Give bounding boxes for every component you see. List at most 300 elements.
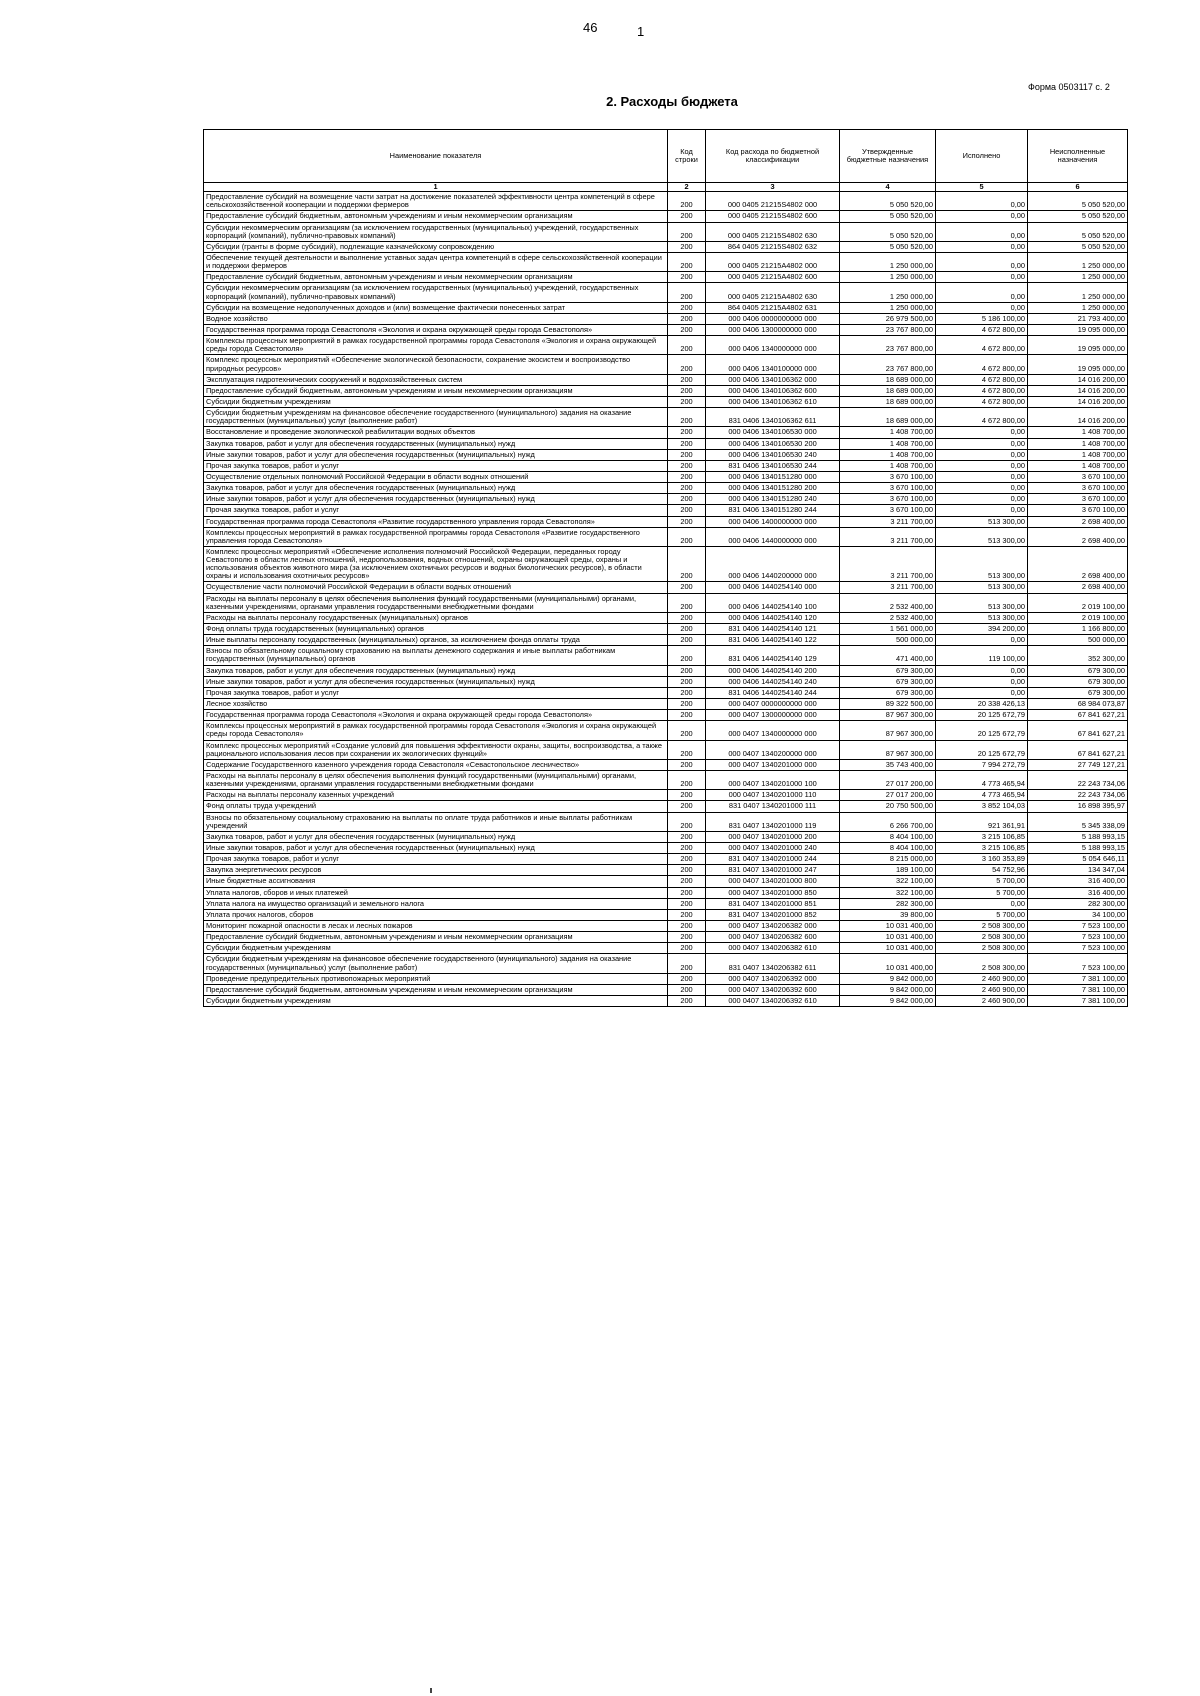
executed-amount-cell: 4 672 800,00 [936,324,1028,335]
remaining-amount-cell: 1 250 000,00 [1028,252,1128,271]
executed-amount-cell: 2 508 300,00 [936,954,1028,973]
approved-amount-cell: 18 689 000,00 [840,396,936,407]
indicator-name-cell: Субсидии некоммерческим организациям (за исключением государственных (муниципальных) учреждений, государственных корпораций (компаний), публично-правовых компаний) [204,222,668,241]
approved-amount-cell: 35 743 400,00 [840,759,936,770]
approved-amount-cell: 322 100,00 [840,887,936,898]
expense-code-cell: 831 0406 1340106362 611 [706,408,840,427]
expense-code-cell: 831 0406 1440254140 129 [706,646,840,665]
line-code-cell: 200 [668,593,706,612]
executed-amount-cell: 0,00 [936,665,1028,676]
indicator-name-cell: Восстановление и проведение экологической реабилитации водных объектов [204,427,668,438]
expense-code-cell: 000 0406 1340100000 000 [706,355,840,374]
remaining-amount-cell: 5 345 338,09 [1028,812,1128,831]
expense-code-cell: 831 0406 1440254140 121 [706,624,840,635]
expense-code-cell: 000 0406 1340106530 240 [706,449,840,460]
indicator-name-cell: Закупка товаров, работ и услуг для обеспечения государственных (муниципальных) нужд [204,831,668,842]
table-row [204,665,1128,676]
header-remaining: Неисполненные назначения [1028,130,1128,183]
indicator-name-cell: Осуществление отдельных полномочий Российской Федерации в области водных отношений [204,471,668,482]
remaining-amount-cell: 19 095 000,00 [1028,336,1128,355]
approved-amount-cell: 3 670 100,00 [840,471,936,482]
executed-amount-cell: 2 460 900,00 [936,995,1028,1006]
line-code-cell: 200 [668,211,706,222]
executed-amount-cell: 0,00 [936,494,1028,505]
remaining-amount-cell: 2 698 400,00 [1028,527,1128,546]
indicator-name-cell: Лесное хозяйство [204,699,668,710]
executed-amount-cell: 513 300,00 [936,612,1028,623]
table-row [204,427,1128,438]
remaining-amount-cell: 3 670 100,00 [1028,494,1128,505]
executed-amount-cell: 0,00 [936,449,1028,460]
table-row [204,943,1128,954]
table-row [204,612,1128,623]
indicator-name-cell: Комплекс процессных мероприятий «Создание условий для повышения эффективности охраны, защиты, воспроизводства, а также рационального использования лесов при сохранении их экологических функций» [204,740,668,759]
indicator-name-cell: Государственная программа города Севастополя «Развитие государственного управления города Севастополя» [204,516,668,527]
approved-amount-cell: 1 250 000,00 [840,283,936,302]
expense-code-cell: 831 0407 1340201000 111 [706,801,840,812]
remaining-amount-cell: 7 381 100,00 [1028,984,1128,995]
line-code-cell: 200 [668,241,706,252]
expense-code-cell: 000 0407 1340206382 600 [706,932,840,943]
remaining-amount-cell: 3 670 100,00 [1028,471,1128,482]
indicator-name-cell: Закупка товаров, работ и услуг для обеспечения государственных (муниципальных) нужд [204,665,668,676]
approved-amount-cell: 18 689 000,00 [840,385,936,396]
remaining-amount-cell: 14 016 200,00 [1028,408,1128,427]
line-code-cell: 200 [668,396,706,407]
table-row [204,865,1128,876]
column-number: 3 [706,183,840,192]
line-code-cell: 200 [668,252,706,271]
approved-amount-cell: 189 100,00 [840,865,936,876]
expense-code-cell: 864 0405 21215A4802 631 [706,302,840,313]
executed-amount-cell: 0,00 [936,427,1028,438]
indicator-name-cell: Фонд оплаты труда учреждений [204,801,668,812]
expenses-table-container [203,129,1127,1007]
indicator-name-cell: Субсидии на возмещение недополученных доходов и (или) возмещение фактически понесенных затрат [204,302,668,313]
page-number: 46 [583,20,598,35]
approved-amount-cell: 10 031 400,00 [840,954,936,973]
expense-code-cell: 000 0407 1340201000 200 [706,831,840,842]
remaining-amount-cell: 5 054 646,11 [1028,854,1128,865]
table-row [204,687,1128,698]
approved-amount-cell: 87 967 300,00 [840,710,936,721]
executed-amount-cell: 20 125 672,79 [936,740,1028,759]
line-code-cell: 200 [668,973,706,984]
approved-amount-cell: 282 300,00 [840,898,936,909]
approved-amount-cell: 1 408 700,00 [840,449,936,460]
approved-amount-cell: 3 211 700,00 [840,516,936,527]
approved-amount-cell: 39 800,00 [840,909,936,920]
executed-amount-cell: 0,00 [936,898,1028,909]
expense-code-cell: 000 0405 21215A4802 600 [706,272,840,283]
remaining-amount-cell: 19 095 000,00 [1028,355,1128,374]
expense-code-cell: 000 0406 1340106362 000 [706,374,840,385]
line-code-cell: 200 [668,635,706,646]
indicator-name-cell: Иные закупки товаров, работ и услуг для обеспечения государственных (муниципальных) нужд [204,494,668,505]
approved-amount-cell: 500 000,00 [840,635,936,646]
indicator-name-cell: Иные закупки товаров, работ и услуг для обеспечения государственных (муниципальных) нужд [204,449,668,460]
column-number: 6 [1028,183,1128,192]
approved-amount-cell: 8 404 100,00 [840,843,936,854]
remaining-amount-cell: 19 095 000,00 [1028,324,1128,335]
remaining-amount-cell: 1 408 700,00 [1028,438,1128,449]
table-row [204,582,1128,593]
indicator-name-cell: Субсидии бюджетным учреждениям [204,943,668,954]
approved-amount-cell: 5 050 520,00 [840,241,936,252]
indicator-name-cell: Комплексы процессных мероприятий в рамках государственной программы города Севастополя «Экология и охрана окружающей среды города Севастополя» [204,336,668,355]
executed-amount-cell: 0,00 [936,283,1028,302]
indicator-name-cell: Субсидии (гранты в форме субсидий), подлежащие казначейскому сопровождению [204,241,668,252]
expense-code-cell: 000 0407 0000000000 000 [706,699,840,710]
indicator-name-cell: Комплексы процессных мероприятий в рамках государственной программы города Севастополя «Развитие государственного управления города Севастополя» [204,527,668,546]
remaining-amount-cell: 1 166 800,00 [1028,624,1128,635]
approved-amount-cell: 679 300,00 [840,687,936,698]
remaining-amount-cell: 34 100,00 [1028,909,1128,920]
approved-amount-cell: 2 532 400,00 [840,612,936,623]
column-number: 1 [204,183,668,192]
line-code-cell: 200 [668,427,706,438]
line-code-cell: 200 [668,582,706,593]
executed-amount-cell: 0,00 [936,192,1028,211]
line-code-cell: 200 [668,740,706,759]
remaining-amount-cell: 2 698 400,00 [1028,516,1128,527]
table-row [204,973,1128,984]
table-row [204,408,1128,427]
approved-amount-cell: 2 532 400,00 [840,593,936,612]
expense-code-cell: 000 0406 1340151280 200 [706,483,840,494]
remaining-amount-cell: 679 300,00 [1028,665,1128,676]
approved-amount-cell: 1 408 700,00 [840,460,936,471]
executed-amount-cell: 119 100,00 [936,646,1028,665]
executed-amount-cell: 3 215 106,85 [936,843,1028,854]
remaining-amount-cell: 7 381 100,00 [1028,973,1128,984]
table-row [204,909,1128,920]
table-row [204,740,1128,759]
expense-code-cell: 000 0407 1340201000 850 [706,887,840,898]
indicator-name-cell: Расходы на выплаты персоналу в целях обеспечения выполнения функций государственными (муниципальными) органами, казенными учреждениями, органами управления государственными внебюджетными фондами [204,771,668,790]
remaining-amount-cell: 7 523 100,00 [1028,954,1128,973]
line-code-cell: 200 [668,302,706,313]
scan-mark [430,1688,432,1693]
table-row [204,984,1128,995]
expense-code-cell: 000 0406 1400000000 000 [706,516,840,527]
remaining-amount-cell: 22 243 734,06 [1028,790,1128,801]
expense-code-cell: 831 0406 1440254140 122 [706,635,840,646]
expense-code-cell: 000 0407 1340201000 800 [706,876,840,887]
indicator-name-cell: Государственная программа города Севастополя «Экология и охрана окружающей среды города Севастополя» [204,324,668,335]
table-row [204,438,1128,449]
expense-code-cell: 000 0406 1340151280 240 [706,494,840,505]
expense-code-cell: 831 0407 1340201000 119 [706,812,840,831]
table-row [204,374,1128,385]
table-row [204,471,1128,482]
approved-amount-cell: 3 211 700,00 [840,546,936,582]
indicator-name-cell: Субсидии бюджетным учреждениям на финансовое обеспечение государственного (муниципального) задания на оказание государственных (муниципальных) услуг (выполнение работ) [204,954,668,973]
remaining-amount-cell: 1 408 700,00 [1028,460,1128,471]
approved-amount-cell: 27 017 200,00 [840,790,936,801]
table-row [204,995,1128,1006]
expense-code-cell: 000 0407 1340000000 000 [706,721,840,740]
table-row [204,699,1128,710]
remaining-amount-cell: 316 400,00 [1028,887,1128,898]
line-code-cell: 200 [668,676,706,687]
expense-code-cell: 000 0406 1440000000 000 [706,527,840,546]
column-number: 5 [936,183,1028,192]
table-row [204,812,1128,831]
approved-amount-cell: 1 250 000,00 [840,252,936,271]
line-code-cell: 200 [668,699,706,710]
line-code-cell: 200 [668,646,706,665]
approved-amount-cell: 5 050 520,00 [840,211,936,222]
remaining-amount-cell: 2 698 400,00 [1028,582,1128,593]
indicator-name-cell: Взносы по обязательному социальному страхованию на выплаты денежного содержания и иные выплаты работникам государственных (муниципальных) органов [204,646,668,665]
executed-amount-cell: 5 186 100,00 [936,313,1028,324]
line-code-cell: 200 [668,854,706,865]
expense-code-cell: 831 0407 1340201000 247 [706,865,840,876]
expense-code-cell: 000 0406 1440254140 100 [706,593,840,612]
line-code-cell: 200 [668,865,706,876]
expense-code-cell: 831 0406 1340106530 244 [706,460,840,471]
approved-amount-cell: 1 408 700,00 [840,438,936,449]
indicator-name-cell: Расходы на выплаты персоналу казенных учреждений [204,790,668,801]
remaining-amount-cell: 679 300,00 [1028,687,1128,698]
table-row [204,624,1128,635]
indicator-name-cell: Предоставление субсидий бюджетным, автономным учреждениям и иным некоммерческим организациям [204,932,668,943]
executed-amount-cell: 0,00 [936,505,1028,516]
executed-amount-cell: 0,00 [936,222,1028,241]
expense-code-cell: 000 0406 1440200000 000 [706,546,840,582]
expense-code-cell: 000 0405 21215S4802 000 [706,192,840,211]
table-row [204,192,1128,211]
remaining-amount-cell: 14 016 200,00 [1028,374,1128,385]
remaining-amount-cell: 14 016 200,00 [1028,385,1128,396]
table-row [204,252,1128,271]
executed-amount-cell: 513 300,00 [936,527,1028,546]
executed-amount-cell: 513 300,00 [936,593,1028,612]
approved-amount-cell: 23 767 800,00 [840,336,936,355]
remaining-amount-cell: 316 400,00 [1028,876,1128,887]
line-code-cell: 200 [668,898,706,909]
table-row [204,222,1128,241]
line-code-cell: 200 [668,771,706,790]
table-row [204,876,1128,887]
table-row [204,324,1128,335]
approved-amount-cell: 322 100,00 [840,876,936,887]
approved-amount-cell: 89 322 500,00 [840,699,936,710]
line-code-cell: 200 [668,909,706,920]
line-code-cell: 200 [668,920,706,931]
remaining-amount-cell: 134 347,04 [1028,865,1128,876]
line-code-cell: 200 [668,324,706,335]
line-code-cell: 200 [668,408,706,427]
approved-amount-cell: 27 017 200,00 [840,771,936,790]
line-code-cell: 200 [668,460,706,471]
line-code-cell: 200 [668,494,706,505]
approved-amount-cell: 6 266 700,00 [840,812,936,831]
table-row [204,676,1128,687]
remaining-amount-cell: 5 050 520,00 [1028,211,1128,222]
indicator-name-cell: Субсидии бюджетным учреждениям на финансовое обеспечение государственного (муниципального) задания на оказание государственных (муниципальных) услуг (выполнение работ) [204,408,668,427]
remaining-amount-cell: 68 984 073,87 [1028,699,1128,710]
indicator-name-cell: Предоставление субсидий на возмещение части затрат на достижение показателей эффективности центра компетенций в сфере сельскохозяйственной кооперации и поддержки фермеров [204,192,668,211]
approved-amount-cell: 23 767 800,00 [840,355,936,374]
table-row [204,241,1128,252]
table-row [204,272,1128,283]
remaining-amount-cell: 2 698 400,00 [1028,546,1128,582]
remaining-amount-cell: 2 019 100,00 [1028,593,1128,612]
line-code-cell: 200 [668,222,706,241]
remaining-amount-cell: 14 016 200,00 [1028,396,1128,407]
expense-code-cell: 000 0407 1340206392 000 [706,973,840,984]
expense-code-cell: 000 0407 1340206392 600 [706,984,840,995]
expense-code-cell: 000 0406 1340106530 200 [706,438,840,449]
approved-amount-cell: 10 031 400,00 [840,932,936,943]
line-code-cell: 200 [668,710,706,721]
executed-amount-cell: 3 852 104,03 [936,801,1028,812]
line-code-cell: 200 [668,759,706,770]
table-row [204,898,1128,909]
indicator-name-cell: Субсидии некоммерческим организациям (за исключением государственных (муниципальных) учреждений, государственных корпораций (компаний), публично-правовых компаний) [204,283,668,302]
indicator-name-cell: Государственная программа города Севастополя «Экология и охрана окружающей среды города Севастополя» [204,710,668,721]
remaining-amount-cell: 5 188 993,15 [1028,843,1128,854]
line-code-cell: 200 [668,721,706,740]
line-code-cell: 200 [668,374,706,385]
approved-amount-cell: 3 211 700,00 [840,527,936,546]
approved-amount-cell: 3 670 100,00 [840,494,936,505]
indicator-name-cell: Взносы по обязательному социальному страхованию на выплаты по оплате труда работников и иные выплаты работникам учреждений [204,812,668,831]
expense-code-cell: 000 0406 1340106362 600 [706,385,840,396]
executed-amount-cell: 5 700,00 [936,909,1028,920]
indicator-name-cell: Прочая закупка товаров, работ и услуг [204,505,668,516]
expense-code-cell: 000 0406 1340106362 610 [706,396,840,407]
table-row [204,505,1128,516]
executed-amount-cell: 20 338 426,13 [936,699,1028,710]
table-row [204,932,1128,943]
line-code-cell: 200 [668,438,706,449]
executed-amount-cell: 4 672 800,00 [936,336,1028,355]
expense-code-cell: 831 0407 1340206382 611 [706,954,840,973]
remaining-amount-cell: 1 408 700,00 [1028,449,1128,460]
executed-amount-cell: 4 773 465,94 [936,771,1028,790]
indicator-name-cell: Комплексы процессных мероприятий в рамках государственной программы города Севастополя «Экология и охрана окружающей среды города Севастополя» [204,721,668,740]
approved-amount-cell: 1 408 700,00 [840,427,936,438]
remaining-amount-cell: 1 250 000,00 [1028,302,1128,313]
expense-code-cell: 000 0405 21215A4802 630 [706,283,840,302]
approved-amount-cell: 87 967 300,00 [840,721,936,740]
table-column-numbers-row [204,183,1128,192]
expense-code-cell: 000 0406 1340000000 000 [706,336,840,355]
remaining-amount-cell: 7 381 100,00 [1028,995,1128,1006]
approved-amount-cell: 679 300,00 [840,676,936,687]
approved-amount-cell: 20 750 500,00 [840,801,936,812]
header-indicator-name: Наименование показателя [204,130,668,183]
table-header-row [204,130,1128,183]
approved-amount-cell: 18 689 000,00 [840,408,936,427]
remaining-amount-cell: 67 841 627,21 [1028,721,1128,740]
expense-code-cell: 864 0405 21215S4802 632 [706,241,840,252]
indicator-name-cell: Иные выплаты персоналу государственных (муниципальных) органов, за исключением фонда оплаты труда [204,635,668,646]
executed-amount-cell: 5 700,00 [936,887,1028,898]
indicator-name-cell: Содержание Государственного казенного учреждения города Севастополя «Севастопольское лесничество» [204,759,668,770]
column-number: 2 [668,183,706,192]
expense-code-cell: 000 0406 1440254140 120 [706,612,840,623]
table-row [204,771,1128,790]
approved-amount-cell: 18 689 000,00 [840,374,936,385]
approved-amount-cell: 679 300,00 [840,665,936,676]
table-row [204,283,1128,302]
approved-amount-cell: 5 050 520,00 [840,222,936,241]
indicator-name-cell: Уплата налогов, сборов и иных платежей [204,887,668,898]
executed-amount-cell: 20 125 672,79 [936,710,1028,721]
table-row [204,302,1128,313]
line-code-cell: 200 [668,505,706,516]
line-code-cell: 200 [668,831,706,842]
indicator-name-cell: Иные закупки товаров, работ и услуг для обеспечения государственных (муниципальных) нужд [204,843,668,854]
line-code-cell: 200 [668,516,706,527]
executed-amount-cell: 0,00 [936,211,1028,222]
approved-amount-cell: 5 050 520,00 [840,192,936,211]
indicator-name-cell: Уплата налога на имущество организаций и земельного налога [204,898,668,909]
expense-code-cell: 000 0405 21215S4802 600 [706,211,840,222]
approved-amount-cell: 23 767 800,00 [840,324,936,335]
executed-amount-cell: 2 508 300,00 [936,932,1028,943]
table-row [204,593,1128,612]
table-row [204,336,1128,355]
executed-amount-cell: 0,00 [936,460,1028,471]
table-row [204,483,1128,494]
expense-code-cell: 831 0406 1440254140 244 [706,687,840,698]
table-row [204,831,1128,842]
line-code-cell: 200 [668,984,706,995]
executed-amount-cell: 4 672 800,00 [936,374,1028,385]
line-code-cell: 200 [668,483,706,494]
remaining-amount-cell: 7 523 100,00 [1028,920,1128,931]
table-row [204,546,1128,582]
line-code-cell: 200 [668,943,706,954]
header-line-code: Код строки [668,130,706,183]
table-row [204,646,1128,665]
remaining-amount-cell: 3 670 100,00 [1028,505,1128,516]
table-row [204,460,1128,471]
remaining-amount-cell: 22 243 734,06 [1028,771,1128,790]
line-code-cell: 200 [668,313,706,324]
indicator-name-cell: Расходы на выплаты персоналу государственных (муниципальных) органов [204,612,668,623]
executed-amount-cell: 3 160 353,89 [936,854,1028,865]
line-code-cell: 200 [668,336,706,355]
remaining-amount-cell: 7 523 100,00 [1028,932,1128,943]
expense-code-cell: 000 0406 1440254140 200 [706,665,840,676]
executed-amount-cell: 0,00 [936,302,1028,313]
indicator-name-cell: Иные бюджетные ассигнования [204,876,668,887]
approved-amount-cell: 10 031 400,00 [840,943,936,954]
remaining-amount-cell: 3 670 100,00 [1028,483,1128,494]
expense-code-cell: 000 0406 1300000000 000 [706,324,840,335]
line-code-cell: 200 [668,932,706,943]
line-code-cell: 200 [668,843,706,854]
executed-amount-cell: 0,00 [936,471,1028,482]
executed-amount-cell: 7 994 272,79 [936,759,1028,770]
table-row [204,854,1128,865]
table-row [204,516,1128,527]
executed-amount-cell: 513 300,00 [936,516,1028,527]
remaining-amount-cell: 16 898 395,97 [1028,801,1128,812]
expense-code-cell: 000 0407 1340206392 610 [706,995,840,1006]
executed-amount-cell: 3 215 106,85 [936,831,1028,842]
indicator-name-cell: Уплата прочих налогов, сборов [204,909,668,920]
executed-amount-cell: 54 752,96 [936,865,1028,876]
executed-amount-cell: 0,00 [936,241,1028,252]
table-row [204,759,1128,770]
